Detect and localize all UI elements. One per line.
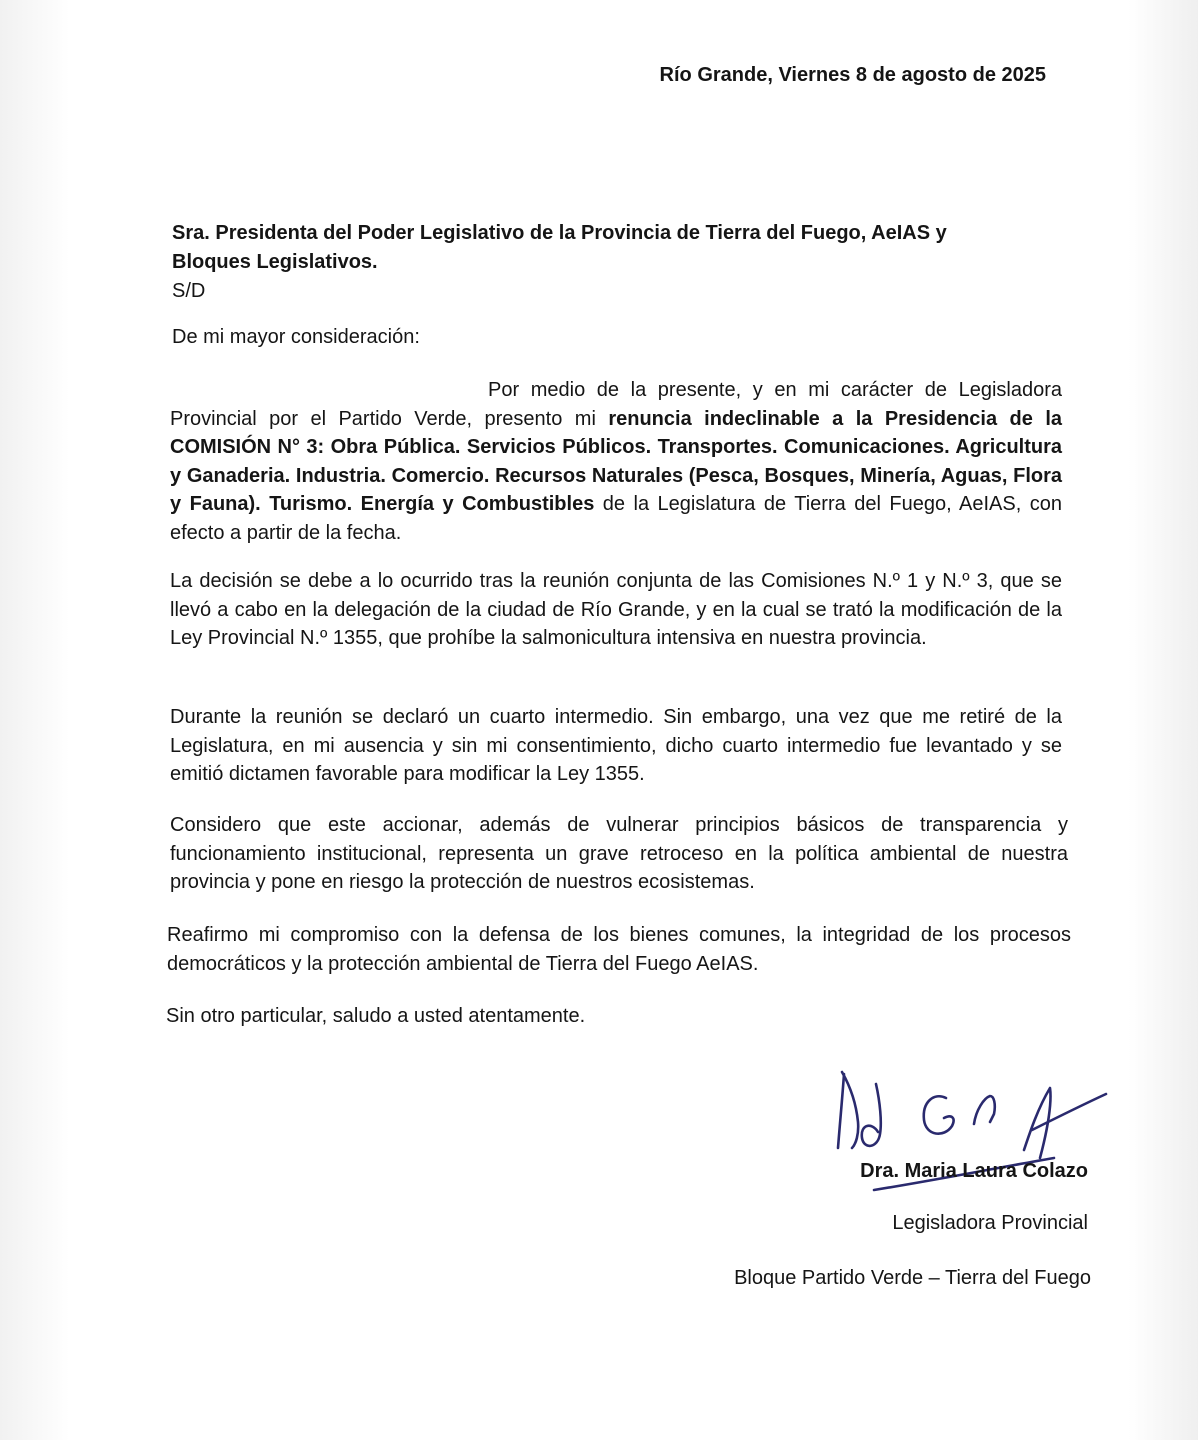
paragraph-consideration: Considero que este accionar, además de vulnerar principios básicos de transparencia y funcionamiento institucional, representa un grave retroceso en la política ambiental de nuestra provincia y pone en riesgo la protección de nuestros ecosistemas. xyxy=(170,814,1068,893)
paragraph-resignation-text-2: de la Legislatura de Tierra del Fuego, AeIAS, con efecto a partir de la fecha. xyxy=(170,493,1062,544)
signatory-bloc: Bloque Partido Verde – Tierra del Fuego xyxy=(734,1267,1091,1289)
recipient-line-1: Sra. Presidenta del Poder Legislativo de la Provincia de Tierra del Fuego, AeIAS y xyxy=(172,222,947,244)
recipient-line-2: Bloques Legislativos. xyxy=(172,251,378,273)
paragraph-resignation-bold: renuncia indeclinable a la Presidencia de la COMISIÓN N° 3: Obra Pública. Servicios Públicos. Transportes. Comunicaciones. Agricultura y Ganaderia. Industria. Comercio. Recursos Naturales (Pesca, Bosques, Minería, Aguas, Flora y Fauna). Turismo. Energía y Combustibles xyxy=(170,407,1062,515)
closing-line: Sin otro particular, saludo a usted atentamente. xyxy=(166,1005,586,1027)
scan-shadow-left xyxy=(0,0,70,1440)
paragraph-meeting: Durante la reunión se declaró un cuarto intermedio. Sin embargo, una vez que me retiré de la Legislatura, en mi ausencia y sin mi consentimiento, dicho cuarto intermedio fue levantado y se emitió dictamen favorable para modificar la Ley 1355. xyxy=(170,706,1062,785)
recipient-line-3: S/D xyxy=(172,280,206,302)
scan-shadow-right xyxy=(1128,0,1198,1440)
paragraph-resignation xyxy=(170,376,1062,547)
date-line: Río Grande, Viernes 8 de agosto de 2025 xyxy=(659,64,1046,86)
paragraph-decision: La decisión se debe a lo ocurrido tras la reunión conjunta de las Comisiones N.º 1 y N.º 3, que se llevó a cabo en la delegación de la ciudad de Río Grande, y en la cual se trató la modificación de la Ley Provincial N.º 1355, que prohíbe la salmonicultura intensiva en nuestra provincia. xyxy=(170,570,1062,649)
recipient-block xyxy=(172,219,1052,306)
paragraph-resignation-text-1: Por medio de la presente, y en mi carácter de Legisladora Provincial por el Partido Verde, presento mi xyxy=(170,379,1062,430)
signatory-role: Legisladora Provincial xyxy=(892,1212,1088,1234)
salutation: De mi mayor consideración: xyxy=(172,326,420,348)
signatory-name: Dra. Maria Laura Colazo xyxy=(860,1160,1088,1182)
paragraph-commitment: Reafirmo mi compromiso con la defensa de los bienes comunes, la integridad de los procesos democráticos y la protección ambiental de Tierra del Fuego AeIAS. xyxy=(167,924,1071,975)
